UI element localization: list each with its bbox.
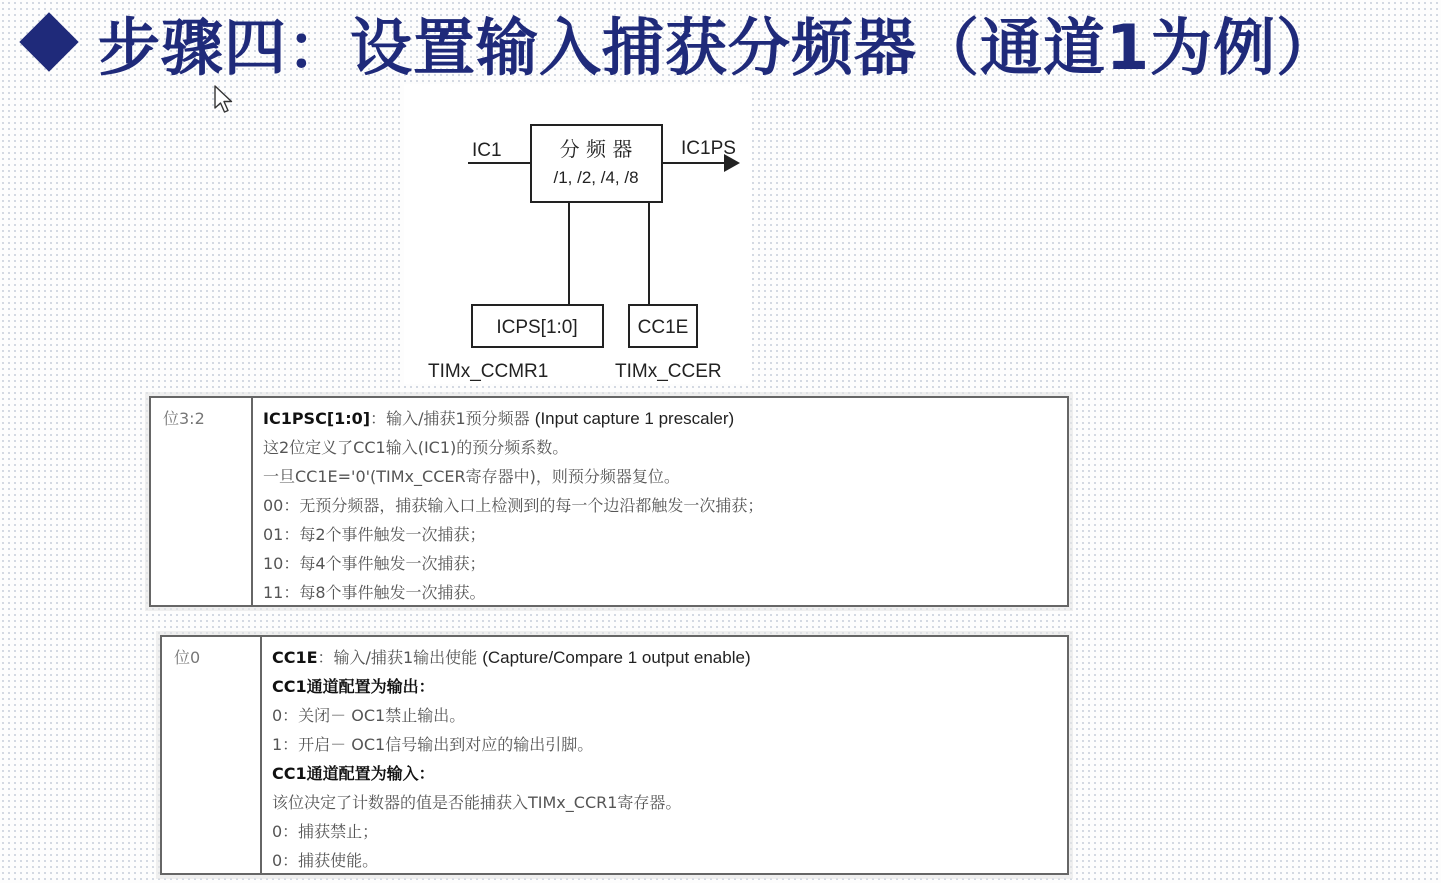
bit-position: 位0	[162, 637, 262, 873]
field-desc-cn: ：输入/捕获1预分频器	[370, 409, 535, 428]
field-header	[272, 643, 1067, 672]
description-line: 0：捕获使能。	[272, 851, 379, 870]
input-mode-heading: CC1通道配置为输入：	[272, 764, 435, 783]
input-label: IC1	[472, 140, 502, 161]
description-line: 这2位定义了CC1输入(IC1)的预分频系数。	[263, 438, 569, 457]
mouse-pointer-icon	[213, 85, 235, 115]
description-line: 0：关闭－ OC1禁止输出。	[272, 706, 466, 725]
diagram-svg	[404, 84, 752, 384]
field-name: IC1PSC[1:0]	[263, 409, 371, 428]
prescaler-title: 分 频 器	[559, 137, 633, 161]
slide-title	[18, 2, 1339, 82]
description-line: 0：捕获禁止；	[272, 822, 379, 841]
output-label: IC1PS	[681, 138, 736, 159]
field-name: CC1E	[272, 648, 318, 667]
field-desc-en: (Capture/Compare 1 output enable)	[482, 648, 751, 667]
description-line: 00：无预分频器，捕获输入口上检测到的每一个边沿都触发一次捕获；	[263, 496, 764, 515]
prescaler-ratios: /1, /2, /4, /8	[553, 168, 639, 187]
ic1psc-register-table	[149, 396, 1069, 607]
bit-position: 位3:2	[151, 398, 253, 605]
output-mode-heading: CC1通道配置为输出：	[272, 677, 435, 696]
ccer-register-label: TIMx_CCER	[615, 361, 722, 382]
cc1e-label: CC1E	[637, 317, 689, 338]
description-line: 该位决定了计数器的值是否能捕获入TIMx_CCR1寄存器。	[272, 793, 682, 812]
description-line: 11：每8个事件触发一次捕获。	[263, 583, 486, 602]
description-line: 1：开启－ OC1信号输出到对应的输出引脚。	[272, 735, 594, 754]
field-description	[253, 398, 1067, 605]
title-text: 步骤四：设置输入捕获分频器（通道1为例）	[98, 10, 1340, 84]
field-header	[263, 404, 1067, 433]
ccmr1-register-label: TIMx_CCMR1	[428, 361, 549, 382]
field-description	[262, 637, 1067, 873]
description-line: 10：每4个事件触发一次捕获；	[263, 554, 486, 573]
field-desc-cn: ：输入/捕获1输出使能	[317, 648, 483, 667]
diamond-bullet-icon	[19, 12, 78, 71]
description-line: 一旦CC1E='0'(TIMx_CCER寄存器中)，则预分频器复位。	[263, 467, 680, 486]
description-line: 01：每2个事件触发一次捕获；	[263, 525, 486, 544]
icps-label: ICPS[1:0]	[496, 317, 578, 338]
cc1e-register-table	[160, 635, 1069, 875]
field-desc-en: (Input capture 1 prescaler)	[534, 409, 735, 428]
prescaler-diagram	[404, 84, 752, 384]
